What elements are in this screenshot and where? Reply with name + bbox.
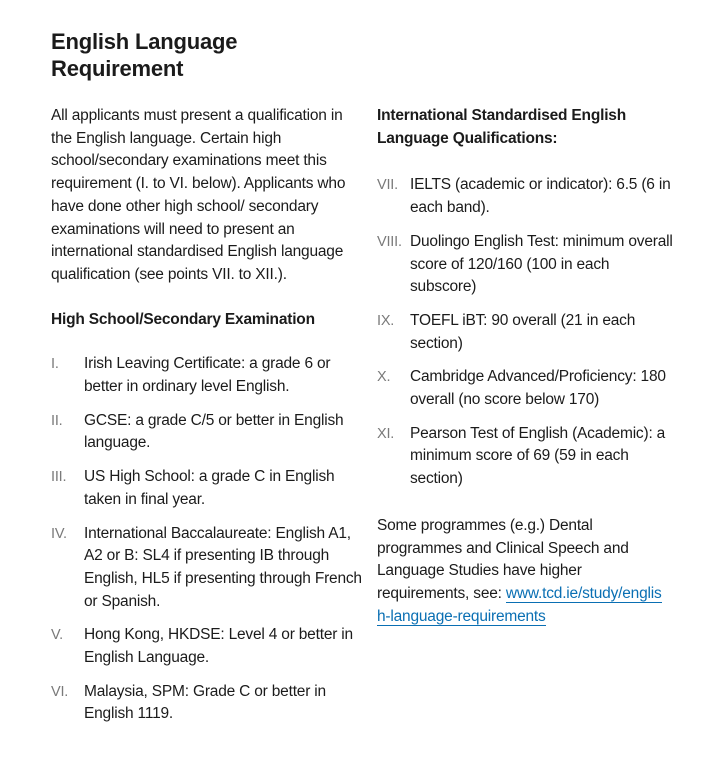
page-title — [51, 28, 281, 82]
list-item-text: Cambridge Advanced/Proficiency: 180 overall (no score below 170) — [410, 368, 666, 409]
list-item-text: Irish Leaving Certificate: a grade 6 or better in ordinary level English. — [84, 355, 331, 396]
requirements-note — [377, 515, 667, 629]
page-title-line-1: English Language — [51, 29, 238, 54]
document-page — [51, 28, 691, 723]
list-item — [51, 624, 363, 669]
intro-paragraph: All applicants must present a qualification in the English language. Certain high school/secondary examinations meet this requirement (I. to VI. below). Applicants who have done other high school/ secondary examinations will need to present an international standardised English language qualification (see points VII. to XII.). — [51, 107, 346, 283]
list-numeral: VIII. — [377, 233, 402, 250]
list-item-text: US High School: a grade C in English taken in final year. — [84, 468, 335, 508]
list-item — [51, 523, 363, 614]
list-numeral: X. — [377, 369, 391, 386]
left-column — [51, 105, 363, 737]
list-numeral: XI. — [377, 425, 395, 442]
list-item — [51, 410, 363, 455]
requirements-link[interactable]: www.tcd.ie/study/english-language-requirements — [377, 584, 662, 625]
list-item-text: TOEFL iBT: 90 overall (21 in each section) — [410, 311, 636, 352]
international-list — [377, 174, 677, 490]
list-numeral: II. — [51, 412, 63, 429]
list-item — [51, 466, 363, 511]
list-numeral: IV. — [51, 525, 67, 542]
list-item-text: IELTS (academic or indicator): 6.5 (6 in each band). — [410, 176, 671, 217]
list-numeral: IX. — [377, 312, 395, 329]
list-numeral: III. — [51, 469, 67, 486]
list-item-text: GCSE: a grade C/5 or better in English language. — [84, 411, 344, 452]
list-numeral: V. — [51, 627, 63, 644]
list-item — [51, 681, 363, 726]
list-item — [377, 310, 677, 355]
right-column — [377, 105, 677, 628]
list-item — [51, 353, 363, 398]
list-item-text: Pearson Test of English (Academic): a minimum score of 69 (59 in each section) — [410, 424, 666, 488]
list-item-text: Hong Kong, HKDSE: Level 4 or better in English Language. — [84, 626, 353, 667]
list-numeral: VI. — [51, 683, 69, 700]
list-item — [377, 366, 677, 411]
list-item — [377, 423, 677, 491]
high-school-heading: High School/Secondary Examination — [51, 310, 315, 328]
list-item-text: Malaysia, SPM: Grade C or better in English 1119. — [84, 682, 326, 723]
international-heading: International Standardised English Language Qualifications: — [377, 107, 626, 147]
list-numeral: I. — [51, 356, 59, 373]
list-item-text: International Baccalaureate: English A1, A2 or B: SL4 if presenting IB through English, HL5 if presenting through French or Spanish. — [84, 524, 362, 610]
page-title-line-2: Requirement — [51, 56, 184, 81]
list-item — [377, 231, 677, 299]
list-numeral: VII. — [377, 177, 398, 194]
list-item-text: Duolingo English Test: minimum overall score of 120/160 (100 in each subscore) — [410, 232, 673, 296]
high-school-list — [51, 353, 363, 726]
note-text: Some programmes (e.g.) Dental programmes and Clinical Speech and Language Studies have higher requirements, see: — [377, 516, 629, 602]
list-item — [377, 174, 677, 219]
